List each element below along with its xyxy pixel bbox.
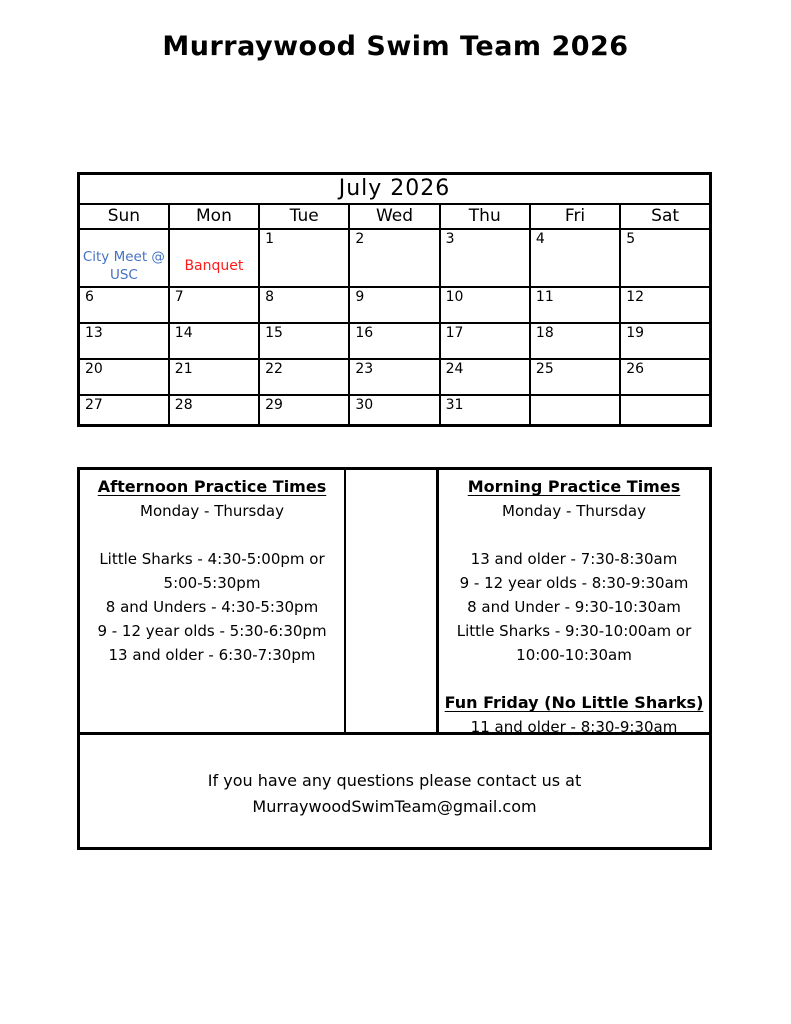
calendar-cell: 9 bbox=[349, 287, 439, 323]
calendar-cell: 22 bbox=[259, 359, 349, 395]
day-header-sun: Sun bbox=[79, 204, 169, 229]
calendar-cell: 4 bbox=[530, 229, 620, 287]
calendar-cell: 13 bbox=[79, 323, 169, 359]
calendar-cell: 10 bbox=[440, 287, 530, 323]
empty-divider-cell bbox=[346, 470, 439, 732]
calendar-table bbox=[77, 172, 712, 427]
afternoon-time-line: Little Sharks - 4:30-5:00pm or bbox=[99, 550, 325, 568]
calendar-week-row bbox=[79, 323, 711, 359]
calendar-cell: 16 bbox=[349, 323, 439, 359]
calendar-cell: 30 bbox=[349, 395, 439, 426]
spacer bbox=[441, 667, 707, 691]
spacer bbox=[441, 523, 707, 547]
calendar-cell: 6 bbox=[79, 287, 169, 323]
calendar-cell: 2 bbox=[349, 229, 439, 287]
morning-time-line: 13 and older - 7:30-8:30am bbox=[470, 550, 678, 568]
calendar-week-row bbox=[79, 229, 711, 287]
contact-email: MurraywoodSwimTeam@gmail.com bbox=[252, 797, 537, 816]
calendar-cell: 20 bbox=[79, 359, 169, 395]
calendar-cell bbox=[620, 395, 710, 426]
afternoon-days: Monday - Thursday bbox=[140, 502, 284, 520]
calendar-day-header-row bbox=[79, 204, 711, 229]
calendar-week-row bbox=[79, 395, 711, 426]
calendar-week-row bbox=[79, 359, 711, 395]
morning-time-line: 9 - 12 year olds - 8:30-9:30am bbox=[459, 574, 689, 592]
calendar-cell: 28 bbox=[169, 395, 259, 426]
morning-time-line: Little Sharks - 9:30-10:00am or bbox=[456, 622, 692, 640]
afternoon-practice-section bbox=[80, 470, 346, 732]
calendar-cell: 25 bbox=[530, 359, 620, 395]
day-header-mon: Mon bbox=[169, 204, 259, 229]
afternoon-practice-title: Afternoon Practice Times bbox=[97, 477, 327, 496]
calendar-cell bbox=[79, 229, 169, 287]
calendar-cell: 18 bbox=[530, 323, 620, 359]
event-banquet: Banquet bbox=[184, 257, 244, 274]
morning-practice-section bbox=[439, 470, 709, 732]
day-header-wed: Wed bbox=[349, 204, 439, 229]
calendar-cell: 26 bbox=[620, 359, 710, 395]
morning-days: Monday - Thursday bbox=[502, 502, 646, 520]
calendar-cell: 24 bbox=[440, 359, 530, 395]
calendar bbox=[77, 172, 712, 427]
calendar-cell: 31 bbox=[440, 395, 530, 426]
calendar-cell: 8 bbox=[259, 287, 349, 323]
calendar-cell: 23 bbox=[349, 359, 439, 395]
calendar-cell bbox=[530, 395, 620, 426]
calendar-week-row bbox=[79, 287, 711, 323]
calendar-cell: 21 bbox=[169, 359, 259, 395]
spacer bbox=[82, 523, 342, 547]
calendar-month-title: July 2026 bbox=[79, 174, 711, 204]
day-header-fri: Fri bbox=[530, 204, 620, 229]
afternoon-time-line: 13 and older - 6:30-7:30pm bbox=[108, 646, 316, 664]
calendar-cell: 12 bbox=[620, 287, 710, 323]
morning-time-line: 8 and Under - 9:30-10:30am bbox=[467, 598, 681, 616]
page-title: Murraywood Swim Team 2026 bbox=[162, 31, 629, 62]
calendar-cell: 29 bbox=[259, 395, 349, 426]
contact-section bbox=[80, 732, 709, 847]
calendar-cell: 27 bbox=[79, 395, 169, 426]
calendar-cell: 15 bbox=[259, 323, 349, 359]
calendar-cell: 1 bbox=[259, 229, 349, 287]
day-header-thu: Thu bbox=[440, 204, 530, 229]
morning-practice-title: Morning Practice Times bbox=[467, 477, 681, 496]
day-header-tue: Tue bbox=[259, 204, 349, 229]
calendar-cell: 7 bbox=[169, 287, 259, 323]
fun-friday-time-line: 11 and older - 8:30-9:30am bbox=[470, 718, 678, 732]
event-city-meet: City Meet @ USC bbox=[82, 248, 165, 283]
afternoon-time-line: 9 - 12 year olds - 5:30-6:30pm bbox=[97, 622, 327, 640]
calendar-cell: 3 bbox=[440, 229, 530, 287]
practice-times-box bbox=[77, 467, 712, 850]
afternoon-time-line: 8 and Unders - 4:30-5:30pm bbox=[105, 598, 319, 616]
calendar-cell: 5 bbox=[620, 229, 710, 287]
fun-friday-title: Fun Friday (No Little Sharks) bbox=[444, 693, 704, 712]
morning-time-line: 10:00-10:30am bbox=[516, 646, 632, 664]
day-header-sat: Sat bbox=[620, 204, 710, 229]
calendar-cell: 14 bbox=[169, 323, 259, 359]
calendar-cell: 11 bbox=[530, 287, 620, 323]
afternoon-time-line: 5:00-5:30pm bbox=[163, 574, 261, 592]
calendar-cell: 17 bbox=[440, 323, 530, 359]
calendar-title-row bbox=[79, 174, 711, 204]
calendar-cell bbox=[169, 229, 259, 287]
calendar-cell: 19 bbox=[620, 323, 710, 359]
contact-question-line: If you have any questions please contact us at bbox=[207, 771, 582, 790]
